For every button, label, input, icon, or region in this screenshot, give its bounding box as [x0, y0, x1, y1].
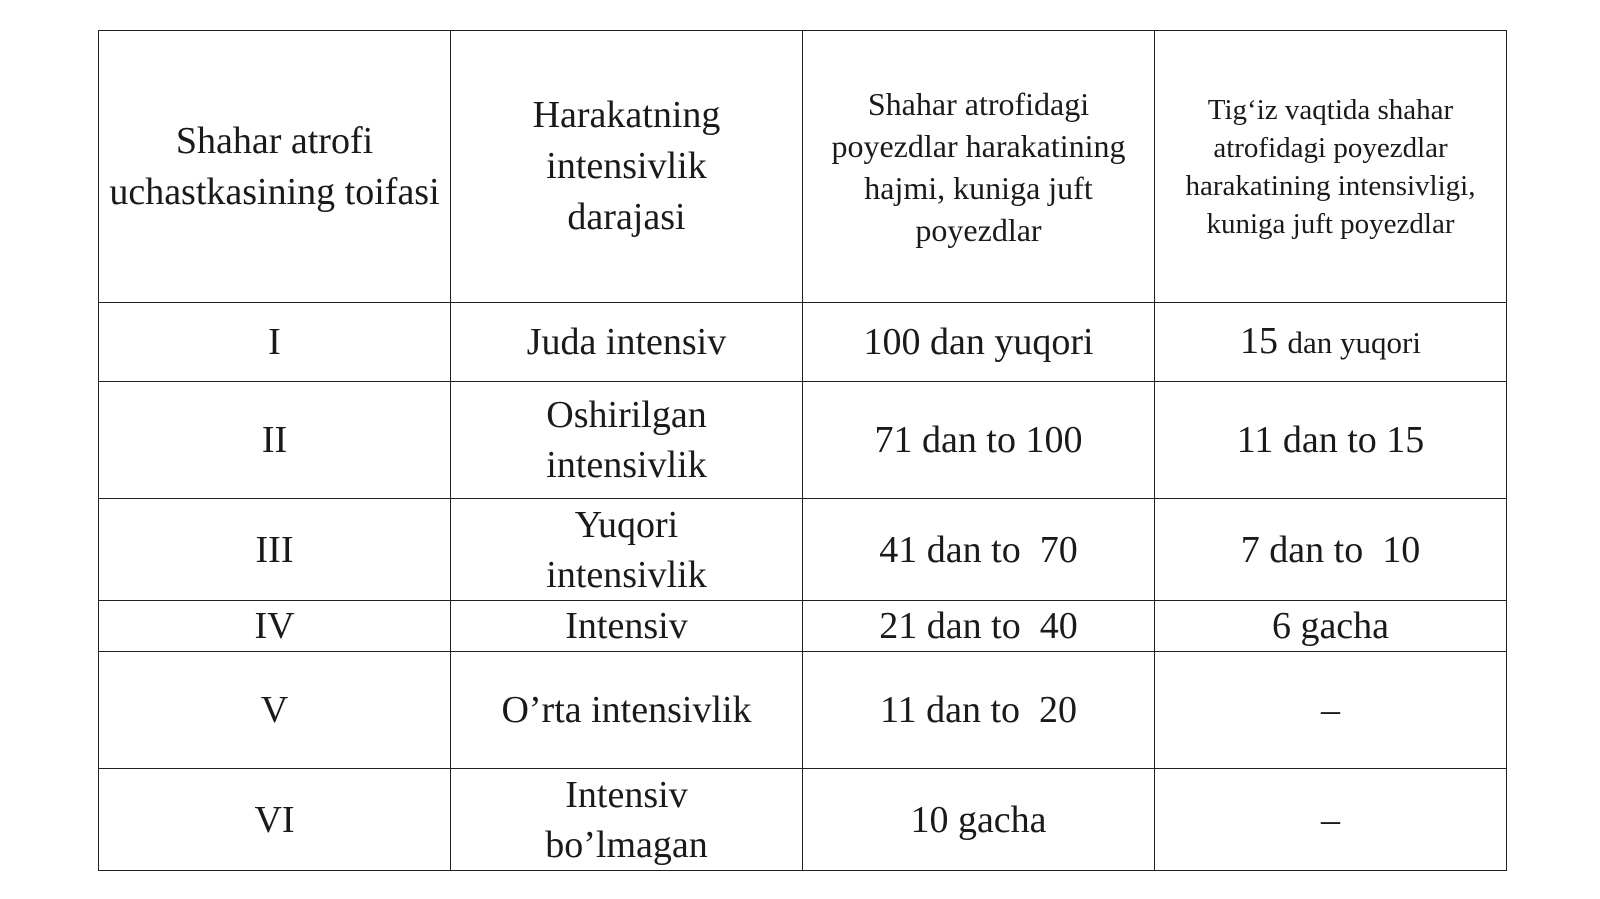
header-category: Shahar atrofi uchastkasining toifasi [99, 31, 451, 303]
peak-cell: 11 dan to 15 [1155, 382, 1507, 499]
table-row [99, 499, 1507, 601]
level-cell: Juda intensiv [451, 303, 803, 382]
table-row [99, 303, 1507, 382]
category-cell: VI [99, 769, 451, 871]
category-cell: V [99, 652, 451, 769]
peak-cell: 7 dan to 10 [1155, 499, 1507, 601]
category-cell: I [99, 303, 451, 382]
category-cell: II [99, 382, 451, 499]
volume-cell: 10 gacha [803, 769, 1155, 871]
peak-cell: – [1155, 769, 1507, 871]
level-cell: Oshirilgan intensivlik [451, 382, 803, 499]
header-peak-intensity: Tig‘iz vaqtida shahar atrofidagi poyezdlar harakatining intensivligi, kuniga juft poyezdlar [1155, 31, 1507, 303]
table-row [99, 652, 1507, 769]
table-row [99, 601, 1507, 652]
category-cell: IV [99, 601, 451, 652]
peak-cell: 6 gacha [1155, 601, 1507, 652]
peak-suffix: dan yuqori [1287, 325, 1421, 360]
table-row [99, 769, 1507, 871]
volume-cell: 71 dan to 100 [803, 382, 1155, 499]
volume-cell: 11 dan to 20 [803, 652, 1155, 769]
table-row [99, 382, 1507, 499]
level-cell: Intensiv bo’lmagan [451, 769, 803, 871]
peak-cell: – [1155, 652, 1507, 769]
volume-cell: 41 dan to 70 [803, 499, 1155, 601]
volume-cell: 21 dan to 40 [803, 601, 1155, 652]
peak-cell [1155, 303, 1507, 382]
volume-cell: 100 dan yuqori [803, 303, 1155, 382]
peak-value: 15 [1240, 320, 1279, 362]
level-cell: Yuqori intensivlik [451, 499, 803, 601]
header-volume: Shahar atrofidagi poyezdlar harakatining hajmi, kuniga juft poyezdlar [803, 31, 1155, 303]
header-row [99, 31, 1507, 303]
header-level: Harakatning intensivlik darajasi [451, 31, 803, 303]
intensity-table [98, 30, 1507, 871]
level-cell: Intensiv [451, 601, 803, 652]
level-cell: O’rta intensivlik [451, 652, 803, 769]
category-cell: III [99, 499, 451, 601]
